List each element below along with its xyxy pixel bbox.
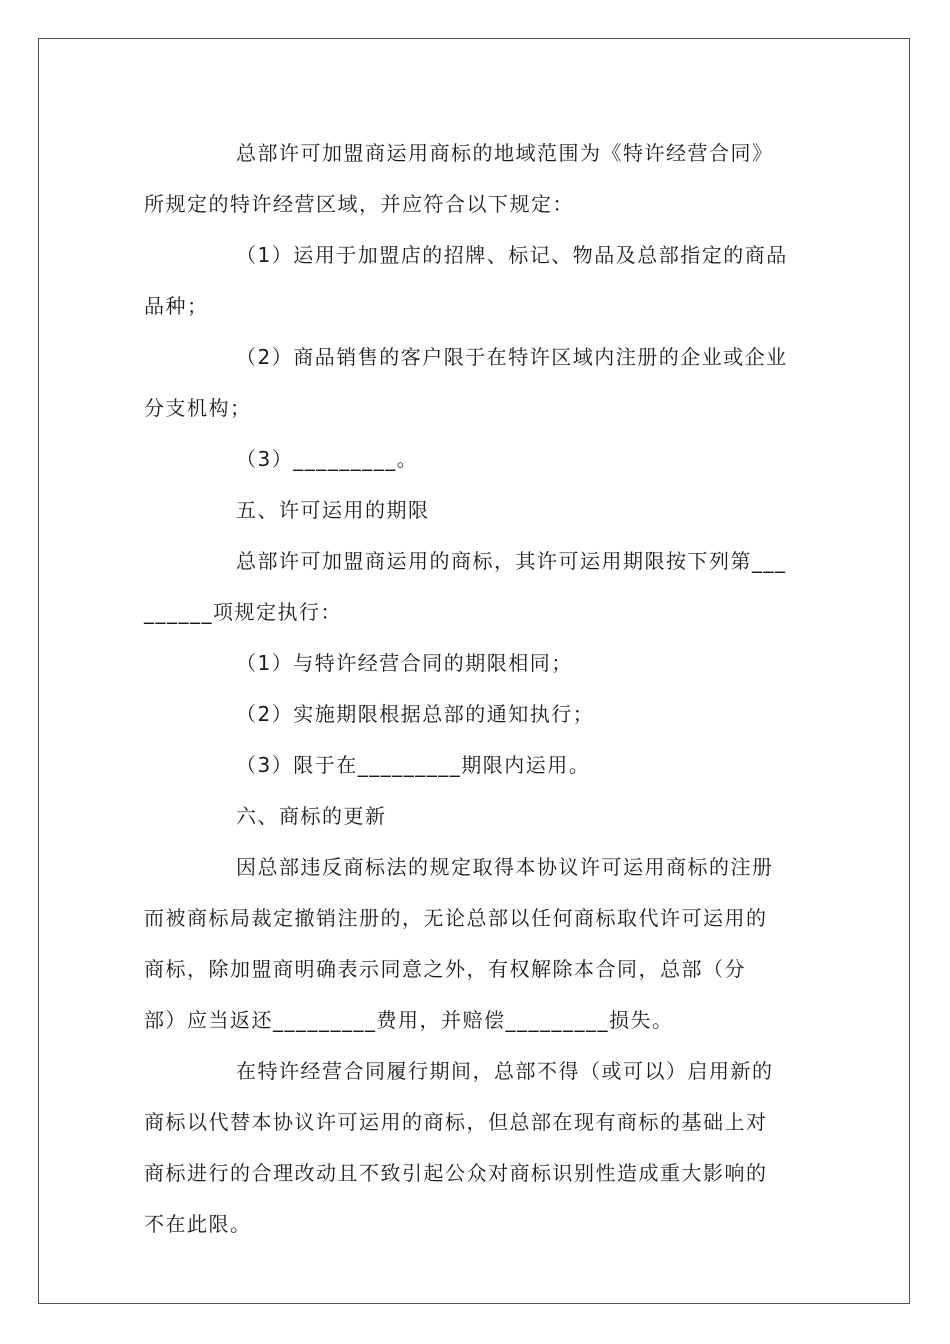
text-line: 总部许可加盟商运用商标的地域范围为《特许经营合同》 [236, 141, 774, 165]
text-line: 分支机构； [144, 396, 252, 420]
text-line: 所规定的特许经营区域，并应符合以下规定： [144, 192, 574, 216]
text-line: 而被商标局裁定撤销注册的，无论总部以任何商标取代许可运用的 [144, 906, 768, 930]
text-line: ______项规定执行： [144, 600, 342, 624]
section-heading: 六、商标的更新 [236, 804, 387, 828]
text-line: 商标，除加盟商明确表示同意之外，有权解除本合同，总部（分 [144, 957, 746, 981]
text-line: 商标以代替本协议许可运用的商标，但总部在现有商标的基础上对 [144, 1110, 768, 1134]
text-line: 因总部违反商标法的规定取得本协议许可运用商标的注册 [236, 855, 774, 879]
section-heading: 五、许可运用的期限 [236, 498, 430, 522]
text-line: 品种； [144, 294, 209, 318]
text-line: 商标进行的合理改动且不致引起公众对商标识别性造成重大影响的 [144, 1161, 768, 1185]
text-line: （2）商品销售的客户限于在特许区域内注册的企业或企业 [236, 345, 788, 369]
text-line: （1）与特许经营合同的期限相同； [236, 651, 573, 675]
text-line: （2）实施期限根据总部的通知执行； [236, 702, 595, 726]
text-line: （1）运用于加盟店的招牌、标记、物品及总部指定的商品 [236, 243, 788, 267]
text-line: 不在此限。 [144, 1212, 252, 1236]
text-line: （3）限于在_________期限内运用。 [236, 753, 591, 777]
text-line: 总部许可加盟商运用的商标，其许可运用期限按下列第___ [236, 549, 787, 573]
text-line: （3）_________。 [236, 447, 419, 471]
document-body [144, 128, 810, 1250]
text-line: 在特许经营合同履行期间，总部不得（或可以）启用新的 [236, 1059, 774, 1083]
text-line: 部）应当返还_________费用，并赔偿_________损失。 [144, 1008, 674, 1032]
